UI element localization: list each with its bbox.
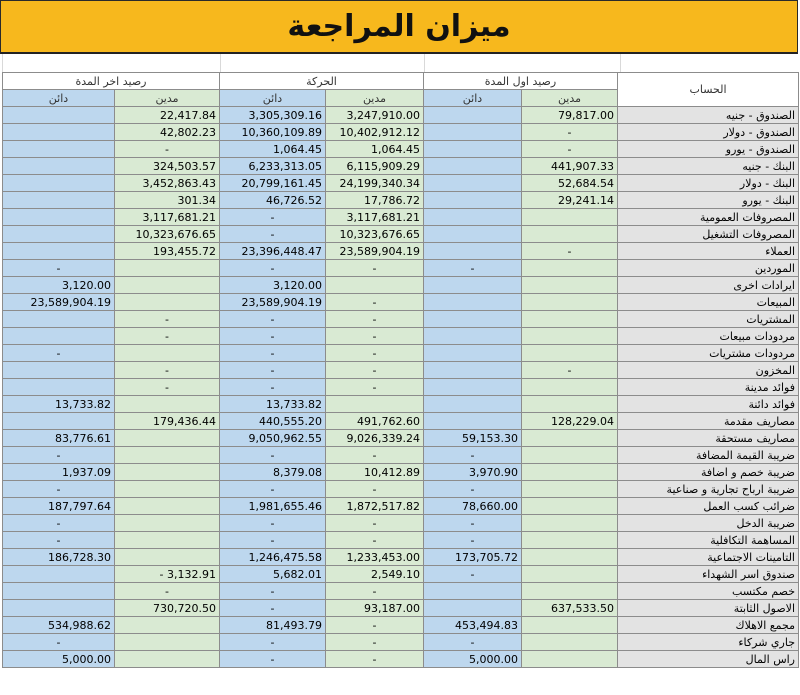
opening-credit-cell: [424, 209, 522, 226]
closing-credit-cell: 83,776.61: [3, 430, 115, 447]
closing-credit-cell: -: [3, 345, 115, 362]
opening-credit-cell: [424, 345, 522, 362]
table-row: [3, 515, 799, 532]
closing-credit-cell: -: [3, 634, 115, 651]
opening-credit-cell: [424, 362, 522, 379]
closing-debit-cell: 730,720.50: [115, 600, 220, 617]
closing-debit-cell: [115, 634, 220, 651]
closing-credit-cell: 534,988.62: [3, 617, 115, 634]
opening-debit-cell: [522, 498, 618, 515]
movement-debit-cell: 2,549.10: [326, 566, 424, 583]
movement-credit-cell: 13,733.82: [220, 396, 326, 413]
account-name-cell: مصاريف مستحقة: [618, 430, 799, 447]
closing-debit-cell: -: [115, 379, 220, 396]
opening-debit-cell: [522, 447, 618, 464]
opening-debit-cell: -: [522, 124, 618, 141]
account-name-cell: فوائد دائنة: [618, 396, 799, 413]
table-row: [3, 345, 799, 362]
opening-debit-cell: -: [522, 141, 618, 158]
table-row: [3, 617, 799, 634]
movement-credit-cell: 8,379.08: [220, 464, 326, 481]
opening-debit-cell: [522, 277, 618, 294]
opening-credit-cell: [424, 158, 522, 175]
movement-credit-cell: 6,233,313.05: [220, 158, 326, 175]
opening-credit-cell: [424, 226, 522, 243]
account-name-cell: البنك - دولار: [618, 175, 799, 192]
closing-debit-cell: 193,455.72: [115, 243, 220, 260]
account-name-cell: البنك - يورو: [618, 192, 799, 209]
opening-credit-cell: [424, 311, 522, 328]
movement-credit-cell: 3,120.00: [220, 277, 326, 294]
movement-credit-cell: 23,589,904.19: [220, 294, 326, 311]
movement-debit-cell: 10,402,912.12: [326, 124, 424, 141]
account-name-cell: الصندوق - دولار: [618, 124, 799, 141]
opening-credit-cell: [424, 379, 522, 396]
opening-credit-cell: [424, 175, 522, 192]
movement-debit-cell: 17,786.72: [326, 192, 424, 209]
closing-debit-cell: [115, 515, 220, 532]
trial-balance-table: [2, 72, 799, 668]
closing-credit-cell: [3, 600, 115, 617]
opening-debit-cell: 29,241.14: [522, 192, 618, 209]
closing-debit-cell: [115, 345, 220, 362]
closing-debit-cell: -: [115, 583, 220, 600]
account-name-cell: المصروفات التشغيل: [618, 226, 799, 243]
movement-debit-cell: 9,026,339.24: [326, 430, 424, 447]
closing-credit-cell: [3, 141, 115, 158]
account-name-cell: الاصول الثابتة: [618, 600, 799, 617]
movement-debit-cell: [326, 277, 424, 294]
opening-credit-cell: [424, 396, 522, 413]
movement-debit-cell: -: [326, 515, 424, 532]
opening-credit-cell: 173,705.72: [424, 549, 522, 566]
movement-credit-cell: 46,726.52: [220, 192, 326, 209]
movement-credit-cell: -: [220, 226, 326, 243]
movement-debit-cell: 23,589,904.19: [326, 243, 424, 260]
table-row: [3, 651, 799, 668]
table-row: [3, 532, 799, 549]
movement-credit-cell: -: [220, 447, 326, 464]
closing-debit-cell: [115, 549, 220, 566]
closing-debit-cell: 42,802.23: [115, 124, 220, 141]
opening-credit-cell: [424, 328, 522, 345]
opening-debit-cell: [522, 294, 618, 311]
closing-credit-cell: [3, 192, 115, 209]
closing-credit-cell: 187,797.64: [3, 498, 115, 515]
movement-debit-cell: [326, 396, 424, 413]
closing-debit-cell: 3,117,681.21: [115, 209, 220, 226]
closing-credit-cell: 5,000.00: [3, 651, 115, 668]
opening-debit-cell: [522, 328, 618, 345]
account-name-cell: المشتريات: [618, 311, 799, 328]
movement-debit-cell: 3,117,681.21: [326, 209, 424, 226]
closing-credit-cell: [3, 243, 115, 260]
movement-credit-cell: -: [220, 481, 326, 498]
opening-debit-cell: [522, 311, 618, 328]
opening-credit-cell: -: [424, 447, 522, 464]
table-row: [3, 566, 799, 583]
movement-credit-header: دائن: [220, 90, 326, 107]
table-row: [3, 260, 799, 277]
opening-debit-cell: -: [522, 362, 618, 379]
table-row: [3, 294, 799, 311]
opening-debit-cell: [522, 617, 618, 634]
movement-debit-cell: 491,762.60: [326, 413, 424, 430]
movement-credit-cell: 1,064.45: [220, 141, 326, 158]
table-row: [3, 396, 799, 413]
table-row: [3, 379, 799, 396]
opening-debit-cell: 637,533.50: [522, 600, 618, 617]
opening-debit-cell: [522, 379, 618, 396]
opening-debit-cell: 441,907.33: [522, 158, 618, 175]
movement-credit-cell: -: [220, 515, 326, 532]
movement-debit-cell: -: [326, 481, 424, 498]
movement-debit-cell: -: [326, 345, 424, 362]
movement-debit-cell: 24,199,340.34: [326, 175, 424, 192]
table-row: [3, 447, 799, 464]
opening-debit-cell: [522, 430, 618, 447]
movement-credit-cell: 81,493.79: [220, 617, 326, 634]
table-row: [3, 158, 799, 175]
closing-credit-cell: -: [3, 447, 115, 464]
closing-credit-cell: [3, 226, 115, 243]
opening-credit-cell: [424, 294, 522, 311]
movement-debit-cell: -: [326, 447, 424, 464]
movement-credit-cell: 440,555.20: [220, 413, 326, 430]
table-body: [3, 73, 799, 668]
table-row: [3, 498, 799, 515]
table-row: [3, 175, 799, 192]
movement-credit-cell: 9,050,962.55: [220, 430, 326, 447]
account-name-cell: العملاء: [618, 243, 799, 260]
account-name-cell: راس المال: [618, 651, 799, 668]
opening-debit-cell: [522, 481, 618, 498]
opening-credit-cell: -: [424, 532, 522, 549]
movement-header: الحركة: [220, 73, 424, 90]
movement-credit-cell: -: [220, 260, 326, 277]
opening-credit-cell: -: [424, 515, 522, 532]
header-row-groups: [3, 73, 799, 90]
closing-debit-header: مدين: [115, 90, 220, 107]
movement-debit-cell: 1,064.45: [326, 141, 424, 158]
table-row: [3, 481, 799, 498]
closing-debit-cell: [115, 532, 220, 549]
opening-debit-cell: -: [522, 243, 618, 260]
opening-debit-cell: [522, 396, 618, 413]
table-row: [3, 328, 799, 345]
closing-debit-cell: [115, 617, 220, 634]
closing-debit-cell: -: [115, 311, 220, 328]
closing-debit-cell: [115, 481, 220, 498]
movement-debit-cell: 1,872,517.82: [326, 498, 424, 515]
closing-debit-cell: [115, 396, 220, 413]
movement-debit-header: مدين: [326, 90, 424, 107]
closing-debit-cell: 3,452,863.43: [115, 175, 220, 192]
movement-debit-cell: -: [326, 328, 424, 345]
table-row: [3, 413, 799, 430]
opening-debit-cell: 52,684.54: [522, 175, 618, 192]
table-row: [3, 192, 799, 209]
account-name-cell: جاري شركاء: [618, 634, 799, 651]
movement-debit-cell: 10,412.89: [326, 464, 424, 481]
opening-credit-cell: [424, 277, 522, 294]
closing-balance-header: رصيد اخر المدة: [3, 73, 220, 90]
table-row: [3, 243, 799, 260]
movement-debit-cell: -: [326, 294, 424, 311]
account-name-cell: مردودات مشتريات: [618, 345, 799, 362]
opening-credit-cell: 59,153.30: [424, 430, 522, 447]
closing-debit-cell: [115, 260, 220, 277]
movement-credit-cell: -: [220, 379, 326, 396]
closing-credit-cell: 1,937.09: [3, 464, 115, 481]
closing-debit-cell: [115, 447, 220, 464]
movement-credit-cell: 1,981,655.46: [220, 498, 326, 515]
account-header: الحساب: [618, 73, 799, 107]
table-row: [3, 226, 799, 243]
closing-credit-cell: 23,589,904.19: [3, 294, 115, 311]
movement-credit-cell: -: [220, 600, 326, 617]
account-name-cell: ضرائب كسب العمل: [618, 498, 799, 515]
movement-debit-cell: 6,115,909.29: [326, 158, 424, 175]
opening-credit-cell: [424, 124, 522, 141]
closing-credit-cell: 186,728.30: [3, 549, 115, 566]
opening-credit-cell: -: [424, 566, 522, 583]
account-name-cell: خصم مكتسب: [618, 583, 799, 600]
account-name-cell: ضريبة القيمة المضافة: [618, 447, 799, 464]
movement-debit-cell: -: [326, 379, 424, 396]
movement-debit-cell: -: [326, 260, 424, 277]
closing-debit-cell: [115, 651, 220, 668]
opening-debit-cell: 128,229.04: [522, 413, 618, 430]
account-name-cell: الموردين: [618, 260, 799, 277]
opening-credit-cell: -: [424, 260, 522, 277]
closing-credit-cell: 13,733.82: [3, 396, 115, 413]
table-row: [3, 107, 799, 124]
opening-credit-header: دائن: [424, 90, 522, 107]
closing-debit-cell: [115, 464, 220, 481]
closing-credit-cell: [3, 583, 115, 600]
closing-debit-cell: [115, 277, 220, 294]
closing-debit-cell: -: [115, 362, 220, 379]
movement-debit-cell: -: [326, 532, 424, 549]
opening-credit-cell: 3,970.90: [424, 464, 522, 481]
closing-credit-cell: 3,120.00: [3, 277, 115, 294]
table-row: [3, 124, 799, 141]
table-row: [3, 583, 799, 600]
table-row: [3, 362, 799, 379]
opening-credit-cell: [424, 192, 522, 209]
opening-credit-cell: [424, 107, 522, 124]
opening-credit-cell: -: [424, 634, 522, 651]
movement-debit-cell: 93,187.00: [326, 600, 424, 617]
closing-credit-cell: -: [3, 260, 115, 277]
closing-credit-cell: [3, 175, 115, 192]
movement-credit-cell: 10,360,109.89: [220, 124, 326, 141]
account-name-cell: المساهمة التكافلية: [618, 532, 799, 549]
opening-balance-header: رصيد اول المدة: [424, 73, 618, 90]
table-row: [3, 311, 799, 328]
opening-credit-cell: [424, 583, 522, 600]
movement-credit-cell: -: [220, 345, 326, 362]
opening-debit-cell: [522, 583, 618, 600]
movement-credit-cell: 3,305,309.16: [220, 107, 326, 124]
page-title: ميزان المراجعة: [287, 9, 511, 44]
closing-credit-header: دائن: [3, 90, 115, 107]
account-name-cell: ضريبة الدخل: [618, 515, 799, 532]
table-row: [3, 430, 799, 447]
movement-debit-cell: -: [326, 634, 424, 651]
closing-credit-cell: [3, 362, 115, 379]
table-row: [3, 634, 799, 651]
opening-debit-cell: [522, 260, 618, 277]
movement-credit-cell: 23,396,448.47: [220, 243, 326, 260]
table-row: [3, 549, 799, 566]
table-row: [3, 209, 799, 226]
opening-credit-cell: [424, 413, 522, 430]
account-name-cell: المبيعات: [618, 294, 799, 311]
closing-debit-cell: 301.34: [115, 192, 220, 209]
closing-credit-cell: -: [3, 532, 115, 549]
closing-credit-cell: [3, 566, 115, 583]
title-banner: [0, 0, 798, 54]
account-name-cell: ضريبة ارباح تجارية و صناعية: [618, 481, 799, 498]
table-row: [3, 464, 799, 481]
table-row: [3, 141, 799, 158]
table-row: [3, 600, 799, 617]
movement-credit-cell: -: [220, 362, 326, 379]
account-name-cell: ايرادات اخرى: [618, 277, 799, 294]
movement-credit-cell: -: [220, 209, 326, 226]
closing-credit-cell: -: [3, 481, 115, 498]
opening-debit-cell: [522, 634, 618, 651]
opening-credit-cell: 453,494.83: [424, 617, 522, 634]
closing-credit-cell: -: [3, 515, 115, 532]
opening-debit-cell: [522, 226, 618, 243]
closing-debit-cell: 179,436.44: [115, 413, 220, 430]
opening-debit-cell: 79,817.00: [522, 107, 618, 124]
movement-debit-cell: 10,323,676.65: [326, 226, 424, 243]
opening-credit-cell: 5,000.00: [424, 651, 522, 668]
account-name-cell: مردودات مبيعات: [618, 328, 799, 345]
closing-credit-cell: [3, 124, 115, 141]
opening-debit-cell: [522, 549, 618, 566]
closing-debit-cell: - 3,132.91: [115, 566, 220, 583]
movement-credit-cell: -: [220, 651, 326, 668]
account-name-cell: المخزون: [618, 362, 799, 379]
movement-debit-cell: -: [326, 583, 424, 600]
movement-credit-cell: -: [220, 328, 326, 345]
opening-credit-cell: 78,660.00: [424, 498, 522, 515]
movement-credit-cell: 20,799,161.45: [220, 175, 326, 192]
account-name-cell: مصاريف مقدمة: [618, 413, 799, 430]
closing-debit-cell: [115, 498, 220, 515]
opening-debit-cell: [522, 566, 618, 583]
opening-debit-header: مدين: [522, 90, 618, 107]
spacer-row: [0, 54, 800, 72]
movement-debit-cell: 1,233,453.00: [326, 549, 424, 566]
closing-debit-cell: 10,323,676.65: [115, 226, 220, 243]
closing-debit-cell: [115, 294, 220, 311]
movement-credit-cell: -: [220, 311, 326, 328]
closing-credit-cell: [3, 158, 115, 175]
account-name-cell: الصندوق - يورو: [618, 141, 799, 158]
opening-credit-cell: -: [424, 481, 522, 498]
movement-debit-cell: -: [326, 651, 424, 668]
movement-credit-cell: 1,246,475.58: [220, 549, 326, 566]
account-name-cell: مجمع الاهلاك: [618, 617, 799, 634]
opening-debit-cell: [522, 464, 618, 481]
closing-credit-cell: [3, 209, 115, 226]
opening-credit-cell: [424, 141, 522, 158]
movement-debit-cell: -: [326, 617, 424, 634]
opening-credit-cell: [424, 243, 522, 260]
movement-credit-cell: -: [220, 532, 326, 549]
closing-debit-cell: 324,503.57: [115, 158, 220, 175]
movement-debit-cell: -: [326, 362, 424, 379]
movement-debit-cell: 3,247,910.00: [326, 107, 424, 124]
opening-debit-cell: [522, 515, 618, 532]
account-name-cell: الصندوق - جنيه: [618, 107, 799, 124]
closing-debit-cell: -: [115, 328, 220, 345]
table-row: [3, 277, 799, 294]
closing-credit-cell: [3, 311, 115, 328]
movement-credit-cell: 5,682.01: [220, 566, 326, 583]
account-name-cell: فوائد مدينة: [618, 379, 799, 396]
closing-credit-cell: [3, 413, 115, 430]
account-name-cell: البنك - جنيه: [618, 158, 799, 175]
account-name-cell: صندوق اسر الشهداء: [618, 566, 799, 583]
opening-debit-cell: [522, 345, 618, 362]
account-name-cell: المصروفات العمومية: [618, 209, 799, 226]
closing-credit-cell: [3, 328, 115, 345]
movement-credit-cell: -: [220, 583, 326, 600]
opening-credit-cell: [424, 600, 522, 617]
account-name-cell: التامينات الاجتماعية: [618, 549, 799, 566]
closing-debit-cell: [115, 430, 220, 447]
closing-credit-cell: [3, 379, 115, 396]
opening-debit-cell: [522, 209, 618, 226]
opening-debit-cell: [522, 651, 618, 668]
opening-debit-cell: [522, 532, 618, 549]
account-name-cell: ضريبة خصم و اضافة: [618, 464, 799, 481]
closing-debit-cell: -: [115, 141, 220, 158]
movement-debit-cell: -: [326, 311, 424, 328]
movement-credit-cell: -: [220, 634, 326, 651]
closing-debit-cell: 22,417.84: [115, 107, 220, 124]
closing-credit-cell: [3, 107, 115, 124]
